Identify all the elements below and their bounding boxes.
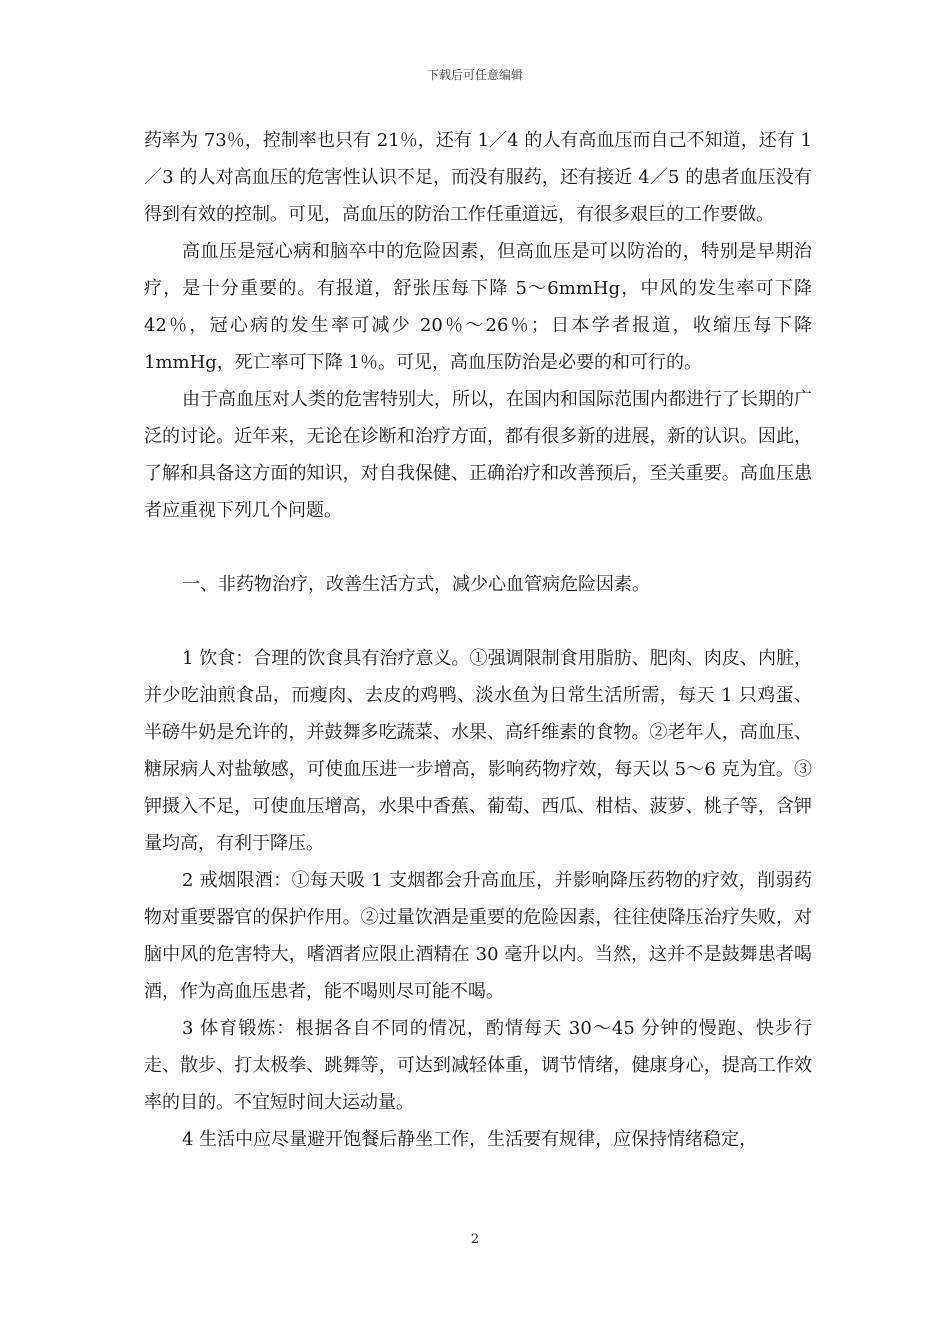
page-header: 下载后可任意编辑 — [426, 68, 523, 82]
list-item-diet: 1 饮食：合理的饮食具有治疗意义。①强调限制食用脂肪、肥肉、肉皮、内脏，并少吃油煎食品，而瘦肉、去皮的鸡鸭、淡水鱼为日常生活所需，每天 1 只鸡蛋、半磅牛奶是允许的，并鼓舞多吃蔬菜、水果、高纤维素的食物。②老年人，高血压、糖尿病人对盐敏感，可使血压进一步增高，影响药物疗效，每天以 5～6 克为宜。③钾摄入不足，可使血压增高，水果中香蕉、葡萄、西瓜、柑桔、菠萝、桃子等，含钾量均高，有利于降压。 — [144, 648, 812, 854]
page-number: 2 — [470, 1232, 480, 1247]
spacer — [144, 603, 812, 640]
document-body — [144, 122, 812, 1158]
list-item-lifestyle: 4 生活中应尽量避开饱餐后静坐工作，生活要有规律，应保持情绪稳定， — [182, 1129, 758, 1150]
spacer — [144, 529, 812, 566]
paragraph-importance: 由于高血压对人类的危害特别大，所以，在国内和国际范围内都进行了长期的广泛的讨论。近年来，无论在诊断和治疗方面，都有很多新的进展，新的认识。因此，了解和具备这方面的知识，对自我保健、正确治疗和改善预后，至关重要。高血压患者应重视下列几个问题。 — [144, 389, 812, 521]
paragraph-prevention: 高血压是冠心病和脑卒中的危险因素，但高血压是可以防治的，特别是早期治疗，是十分重要的。有报道，舒张压每下降 5～6mmHg，中风的发生率可下降 42％，冠心病的发生率可减少 20％～26％；日本学者报道，收缩压每下降 1mmHg，死亡率可下降 1％。可见，高血压防治是必要的和可行的。 — [144, 241, 812, 373]
list-item-smoking-drinking: 2 戒烟限酒：①每天吸 1 支烟都会升高血压，并影响降压药物的疗效，削弱药物对重要器官的保护作用。②过量饮酒是重要的危险因素，往往使降压治疗失败，对脑中风的危害特大，嗜酒者应限止酒精在 30 毫升以内。当然，这并不是鼓舞患者喝酒，作为高血压患者，能不喝则尽可能不喝。 — [144, 870, 812, 1002]
list-item-exercise: 3 体育锻炼：根据各自不同的情况，酌情每天 30～45 分钟的慢跑、快步行走、散步、打太极拳、跳舞等，可达到减轻体重，调节情绪，健康身心，提高工作效率的目的。不宜短时间大运动量。 — [144, 1018, 812, 1113]
section-heading: 一、非药物治疗，改善生活方式，减少心血管病危险因素。 — [182, 574, 650, 595]
paragraph-continuation: 药率为 73％，控制率也只有 21％，还有 1／4 的人有高血压而自己不知道，还有 1／3 的人对高血压的危害性认识不足，而没有服药，还有接近 4／5 的患者血压没有得到有效的控制。可见，高血压的防治工作任重道远，有很多艰巨的工作要做。 — [144, 130, 812, 225]
